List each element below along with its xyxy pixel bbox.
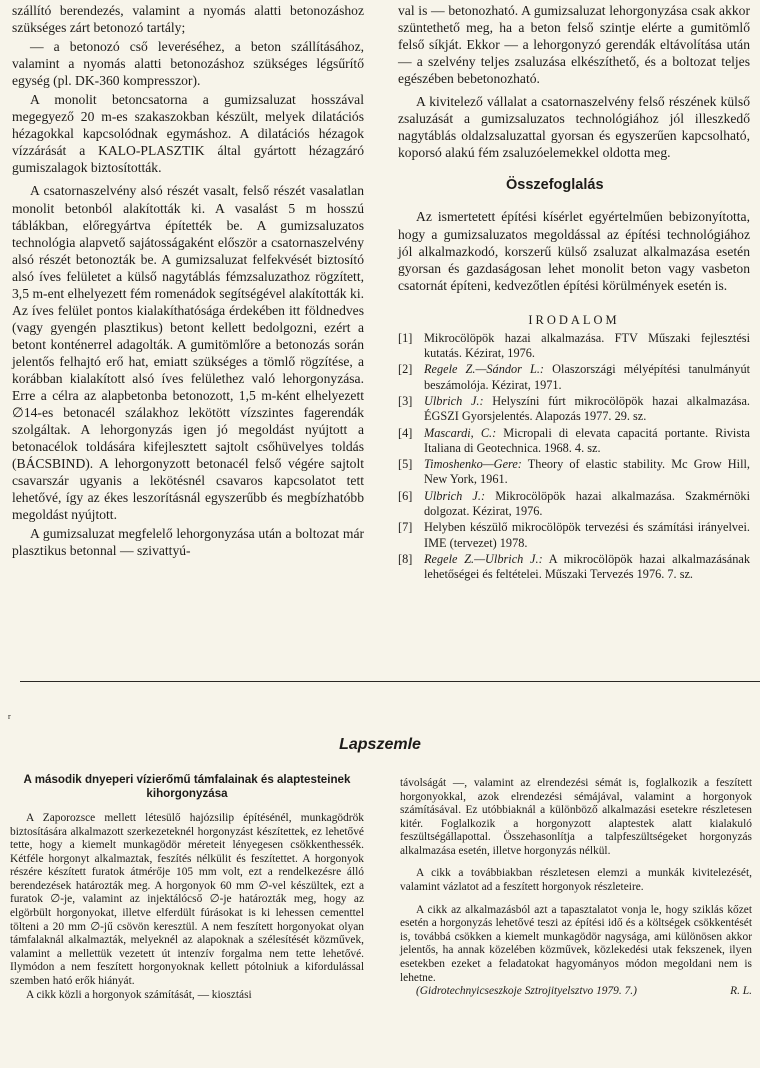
reference-item bbox=[398, 457, 750, 488]
paragraph: A csatornaszelvény alsó részét vasalt, felső részét vasalatlan monolit betonból alakították ki. A vasalást 5 m hosszú táblákban, előregyártva építették be. A gumizsaluzatos technológia alapvető sajátosságaként először a csatornaszelvény alsó részét betonozták be. A gumizsaluzat felfekvését biztosító alsó íves felületet a külső nagytáblás fémzsaluzathoz rögzített, 3,5 m-ent elhelyezett fém romenádok segítségével alakították ki. Az íves felület pontos kialakíthatósága érdekében itt földnedves (vagy gyengén plasztikus) betont kellett bedolgozni, ezért a betont konténerrel adagolták. A gumitömlőre a betonozás során jelentős felhajtó erő hat, emiatt szükséges a tömlő rögzítése, a korábban kialakított alsó íves felülethez való lehorgonyzása. Erre a célra az alapbetonba betonozott, 1,5 m-ként elhelyezett ∅14-es betonacél szálakhoz lekötött vízszintes fagerendák szolgáltak. A lehorgonyzás igen jó megoldást nyújtott a betonacélok toldására kifejlesztett sajtolt csőhüvelyes toldás (BÁCSBIND). A lehorgonyzott betonacél felső végére sajtolt csavarszár ugyanis a lekötésnél csavaros kapcsolatot tett lehetővé, így az ékes leszorításnál egyszerűbb és megbízhatóbb megoldást nyújtott. bbox=[12, 183, 364, 523]
reference-author: Ulbrich J.: bbox=[424, 393, 484, 408]
references-heading: IRODALOM bbox=[528, 312, 620, 327]
reference-item bbox=[398, 362, 750, 393]
paragraph: A cikk a továbbiakban részletesen elemzi a munkák kivitelezését, valamint vázlatot ad a feszített horgonyok részleteire. bbox=[400, 867, 752, 894]
reference-text: A mikrocölöpök hazai alkalmazásának lehetőségei és feltételei. Műszaki Tervezés 1976. 7. sz. bbox=[424, 551, 750, 582]
paragraph: A monolit betoncsatorna a gumizsaluzat hosszával megegyező 20 m-es szakaszokban készült, melyek dilatációs hézagokkal kapcsolódnak egymáshoz. A dilatációs hézagok vízzárását a KALO-PLASZTIK által gyártott hézagzáró gumiszalagok biztosították. bbox=[12, 92, 364, 176]
source-text: (Gidrotechnyicseszkoje Sztrojityelsztvo 1979. 7.) bbox=[416, 985, 637, 998]
reference-number: [7] bbox=[398, 520, 413, 535]
paragraph: A Zaporozsce mellett létesülő hajózsilip építésénél, munkagödrök biztosítására alkalmazott szerkezeteknél horgonyzást készítettek, ez lehetővé tette, hogy a kiemelt munkagödör méreteit lényegesen csökkenthessék. Kétféle horgonyt alkalmaztak, feszítés nélkülit és feszítettet. A horgonyok részére készített furatok átmérője 105 mm volt, ezt a rendelkezésre álló berendezések határozták meg. A horgonyok 60 mm ∅-vel készültek, ezt a furatok ∅-je, valamint az injektálócső ∅-je határozták meg, hogy az elgörbült horgonyokat, illetve elferdült fúrásokat is ki lehessen cementtel tölteni a 20 mm ∅-jű csövön keresztül. A nem feszített horgonyokat olyan támfalaknál alkalmazták, melyeknél az alapoknak a szélesítését közművek, valamint a mellettük vezetett út intenzív forgalma nem tette lehetővé. Ilymódon a nem feszített horgonyoknak kellett pótolniuk a kifordulással szemben ható erők hiányát. bbox=[10, 812, 364, 987]
article-left-column bbox=[10, 773, 364, 1002]
article-title: A második dnyeperi vízierőmű támfalainak és alaptesteinek kihorgonyzása bbox=[23, 773, 351, 800]
reference-number: [8] bbox=[398, 551, 413, 566]
paragraph: val is — betonozható. A gumizsaluzat lehorgonyzása csak akkor szüntethető meg, ha a beton felső szintje elérte a gumitömlő felső síkját. Ekkor — a lehorgonyzó gerendák eltávolítása után — a szelvény teljes zsaluzása elkészíthető, és a boltozat teljes egészében bebetonozható. bbox=[398, 3, 750, 87]
paragraph: A cikk az alkalmazásból azt a tapasztalatot vonja le, hogy sziklás kőzet esetén a horgonyzás lehetővé teszi az építési idő és a költségek csökkentését is, továbbá csökken a kiemelt munkagödör nagysága, ami különösen akkor jelentős, ha annak közelében közművek, közlekedési utak fekszenek, ilyen esetekben ezeket a feladatokat hagyományos módon megoldani nem is lehetne. bbox=[400, 903, 752, 984]
reference-item bbox=[398, 520, 750, 551]
reference-item bbox=[398, 426, 750, 457]
reference-author: Regele Z.—Sándor L.: bbox=[424, 362, 545, 377]
reference-text: Mikrocölöpök hazai alkalmazása. FTV Műszaki fejlesztési kutatás. Kézirat, 1976. bbox=[424, 330, 750, 361]
summary-heading: Összefoglalás bbox=[506, 177, 604, 194]
reference-item bbox=[398, 394, 750, 425]
reference-text: Mikrocölöpök hazai alkalmazása. Szakmérnöki dolgozat. Kézirat, 1976. bbox=[424, 488, 750, 519]
paragraph: szállító berendezés, valamint a nyomás alatti betonozáshoz szükséges zárt betonozó tartály; bbox=[12, 3, 364, 36]
top-left-column bbox=[12, 2, 364, 560]
summary-paragraph: Az ismertetett építési kísérlet egyértelműen bebizonyította, hogy a gumizsaluzatos megoldással az építési technológiához jól alkalmazkodó, korszerű külső zsaluzat alkalmazása esetén gyorsan és gazdaságosan lehet monolit beton vagy vasbeton csatornát építeni, kedvezőtlen építési körülmények esetén is. bbox=[398, 209, 750, 293]
reference-text: Theory of elastic stability. Mc Grow Hill, New York, 1961. bbox=[424, 457, 750, 487]
paragraph: távolságát —, valamint az elrendezési sémát is, foglalkozik a feszített horgonyokkal, azok elrendezési sémájával, valamint a horgonyok számításával. Ez utóbbiaknál a különböző alkalmazási esetekre részletesen kitér. Foglalkozik a horgonyzott alaptestek alatt kialakuló feszültségállapottal. Összehasonlítja a talpfeszültségeket horgonyzás alkalmazása esetén, illetve horgonyzás nélkül. bbox=[400, 777, 752, 857]
references-list bbox=[398, 331, 750, 583]
paragraph: — a betonozó cső leveréséhez, a beton szállításához, valamint a nyomás alatti betonozáshoz szükséges légsűrítő egység (pl. DK-360 kompresszor). bbox=[12, 39, 364, 89]
reference-number: [3] bbox=[398, 393, 413, 408]
reference-number: [5] bbox=[398, 457, 413, 472]
reference-item bbox=[398, 489, 750, 520]
reference-item bbox=[398, 331, 750, 362]
reference-text: Helyszíni fúrt mikrocölöpök hazai alkalmazása. ÉGSZI Gyorsjelentés. Alapozás 1977. 29. sz. bbox=[424, 393, 750, 424]
reference-number: [6] bbox=[398, 488, 413, 503]
author-signature: R. L. bbox=[730, 985, 752, 998]
source-citation bbox=[400, 985, 752, 999]
reference-number: [1] bbox=[398, 330, 413, 345]
article-right-column bbox=[400, 777, 752, 999]
reference-item bbox=[398, 552, 750, 583]
reference-author: Timoshenko—Gere: bbox=[424, 457, 522, 472]
reference-text: Helyben készülő mikrocölöpök tervezési és számítási irányelvei. IME (tervezet) 1978. bbox=[424, 520, 750, 550]
reference-author: Regele Z.—Ulbrich J.: bbox=[424, 551, 543, 566]
top-right-column bbox=[398, 2, 750, 584]
reference-number: [2] bbox=[398, 362, 413, 377]
reference-text: Olaszországi mélyépítési tanulmányút beszámolója. Kézirat, 1971. bbox=[424, 362, 751, 392]
paragraph: A gumizsaluzat megfelelő lehorgonyzása után a boltozat már plasztikus betonnal — szivattyú- bbox=[12, 526, 364, 559]
reference-text: Micropali di elevata capacitá portante. Rivista Italiana di Geotechnica. 1968. 4. sz. bbox=[424, 425, 750, 455]
margin-mark: r bbox=[8, 712, 11, 721]
reference-author: Mascardi, C.: bbox=[424, 425, 497, 440]
reference-author: Ulbrich J.: bbox=[424, 488, 486, 503]
section-title: Lapszemle bbox=[339, 736, 421, 753]
section-divider bbox=[20, 681, 760, 682]
reference-number: [4] bbox=[398, 425, 413, 440]
paragraph: A cikk közli a horgonyok számítását, — kiosztási bbox=[26, 988, 252, 1001]
paragraph: A kivitelező vállalat a csatornaszelvény felső részének külső zsaluzását a gumizsaluzatos technológiához jól illeszkedő nagytáblás oldalzsaluzattal gyorsan és egyszerűen kapcsolható, koporsó alakú fém zsaluzóelemekkel oldotta meg. bbox=[398, 94, 750, 161]
